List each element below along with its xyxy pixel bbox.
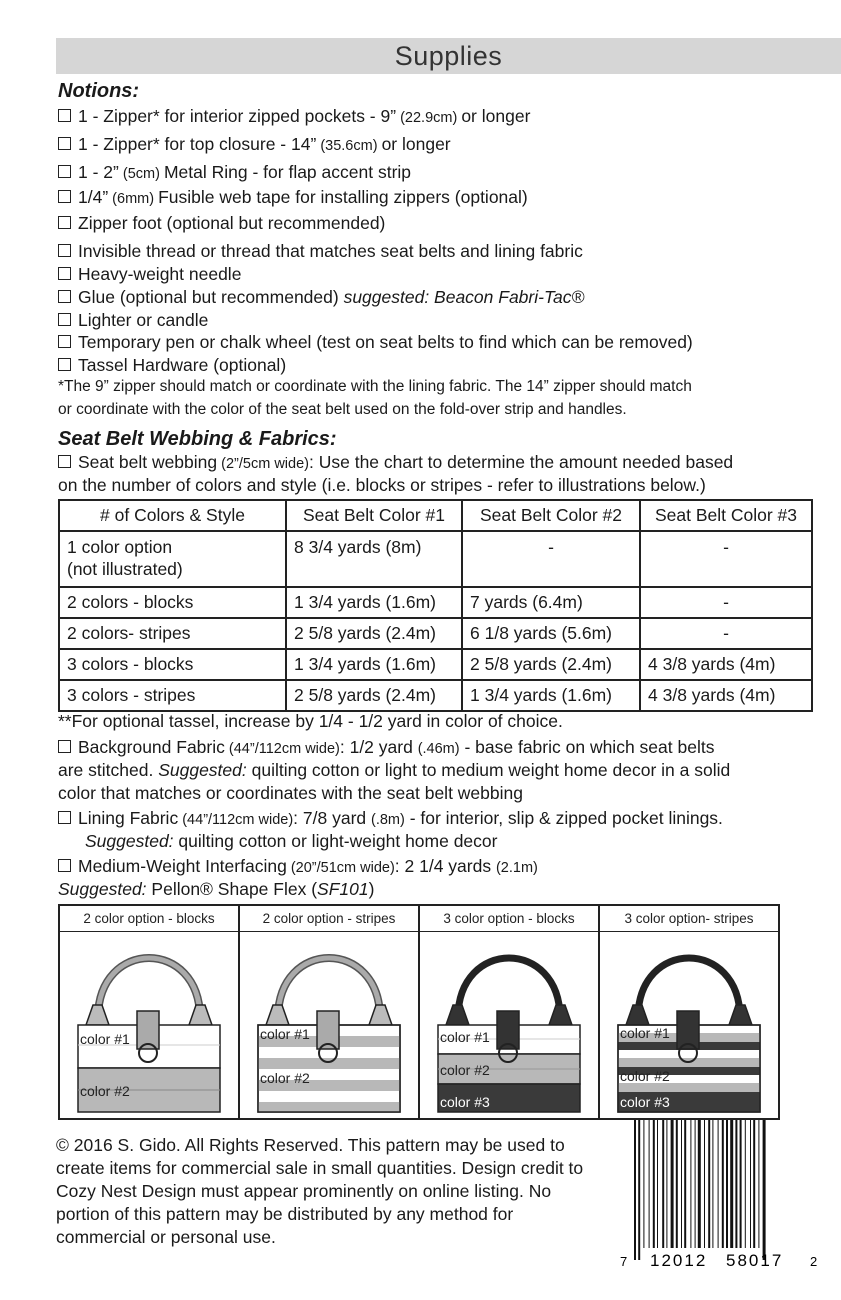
upc-barcode xyxy=(620,1120,820,1270)
seatbelt-heading: Seat Belt Webbing & Fabrics: xyxy=(58,428,337,450)
column-header: Seat Belt Color #1 xyxy=(286,500,462,531)
barcode-bar xyxy=(634,1120,636,1260)
checkbox[interactable] xyxy=(58,811,71,824)
barcode-digit: 7 xyxy=(620,1254,628,1269)
tote-bag-3-stripes-illustration xyxy=(600,933,778,1118)
interfacing-line1: Medium-Weight Interfacing (20”/51cm wide): 2 1/4 yards (2.1m) xyxy=(58,856,538,877)
barcode-bar xyxy=(740,1120,742,1248)
color-label: color #2 xyxy=(80,1083,130,1099)
notion-item: 1/4” (6mm) Fusible web tape for installing zippers (optional) xyxy=(58,187,528,208)
copyright-symbol: © xyxy=(56,1135,69,1155)
table-row xyxy=(59,649,812,680)
table-cell: 2 colors - blocks xyxy=(59,587,286,618)
table-cell: 2 5/8 yards (2.4m) xyxy=(462,649,640,680)
checkbox[interactable] xyxy=(58,267,71,280)
color-label: color #3 xyxy=(440,1094,490,1110)
column-header: Seat Belt Color #3 xyxy=(640,500,812,531)
color-label: color #1 xyxy=(260,1026,310,1042)
illustration-2-color-blocks xyxy=(60,906,240,1118)
barcode-bar xyxy=(712,1120,713,1248)
notion-item: Glue (optional but recommended) suggested: Beacon Fabri-Tac® xyxy=(58,287,584,308)
checkbox[interactable] xyxy=(58,109,71,122)
checkbox[interactable] xyxy=(58,740,71,753)
checkbox[interactable] xyxy=(58,859,71,872)
table-cell: 6 1/8 yards (5.6m) xyxy=(462,618,640,649)
table-cell: 1 3/4 yards (1.6m) xyxy=(286,587,462,618)
checkbox[interactable] xyxy=(58,244,71,257)
barcode-bar xyxy=(671,1120,674,1248)
table-cell: 1 color option (not illustrated) xyxy=(59,531,286,587)
table-cell: 1 3/4 yards (1.6m) xyxy=(462,680,640,711)
barcode-bar xyxy=(726,1120,728,1248)
barcode-bar xyxy=(745,1120,746,1248)
background-fabric-line2: are stitched. Suggested: quilting cotton or light to medium weight home decor in a solid xyxy=(58,760,731,780)
background-fabric-line1: Background Fabric (44”/112cm wide): 1/2 yard (.46m) - base fabric on which seat belts xyxy=(58,737,714,758)
table-cell: 1 3/4 yards (1.6m) xyxy=(286,649,462,680)
illustration-caption: 2 color option - blocks xyxy=(60,906,238,932)
table-row xyxy=(59,618,812,649)
notion-item: Invisible thread or thread that matches seat belts and lining fabric xyxy=(58,241,583,262)
illustration-caption: 3 color option- stripes xyxy=(600,906,778,932)
notion-item: Lighter or candle xyxy=(58,310,208,331)
illustration-3-color-blocks xyxy=(420,906,600,1118)
barcode-bar xyxy=(718,1120,719,1248)
barcode-bar xyxy=(657,1120,658,1248)
color-label: color #1 xyxy=(80,1031,130,1047)
barcode-bar xyxy=(735,1120,737,1248)
zipper-footnote-line2: or coordinate with the color of the seat belt used on the fold-over strip and handles. xyxy=(58,401,627,418)
barcode-bar xyxy=(753,1120,755,1248)
barcode-bar xyxy=(662,1120,664,1248)
table-cell: - xyxy=(640,587,812,618)
notion-item: Zipper foot (optional but recommended) xyxy=(58,213,385,234)
tote-bag-blocks-illustration xyxy=(60,933,238,1118)
notions-heading: Notions: xyxy=(58,80,140,102)
table-header-row xyxy=(59,500,812,531)
barcode-bars xyxy=(634,1120,766,1260)
illustration-3-color-stripes xyxy=(600,906,778,1118)
yardage-table xyxy=(58,499,813,712)
checkbox[interactable] xyxy=(58,335,71,348)
page-title: Supplies xyxy=(56,38,841,74)
table-cell: 4 3/8 yards (4m) xyxy=(640,649,812,680)
lining-fabric-line1: Lining Fabric (44”/112cm wide): 7/8 yard (.8m) - for interior, slip & zipped pocket linings. xyxy=(58,808,723,829)
barcode-bar xyxy=(653,1120,655,1248)
notion-item: 1 - Zipper* for interior zipped pockets - 9” (22.9cm) or longer xyxy=(58,106,530,127)
barcode-bar xyxy=(638,1120,640,1260)
illustration-caption: 3 color option - blocks xyxy=(420,906,598,932)
notion-item: Heavy-weight needle xyxy=(58,264,241,285)
barcode-bar xyxy=(695,1120,696,1248)
notion-item: 1 - Zipper* for top closure - 14” (35.6cm) or longer xyxy=(58,134,451,155)
color-label: color #1 xyxy=(620,1025,670,1041)
barcode-bar xyxy=(643,1120,644,1248)
checkbox[interactable] xyxy=(58,455,71,468)
checkbox[interactable] xyxy=(58,313,71,326)
barcode-bar xyxy=(649,1120,650,1248)
barcode-bar xyxy=(722,1120,724,1248)
table-cell: - xyxy=(640,531,812,587)
illustration-2-color-stripes xyxy=(240,906,420,1118)
color-label: color #1 xyxy=(440,1029,490,1045)
notion-item: 1 - 2” (5cm) Metal Ring - for flap accent strip xyxy=(58,162,411,183)
color-label: color #3 xyxy=(620,1094,670,1110)
barcode-bar xyxy=(684,1120,686,1248)
barcode-bar xyxy=(704,1120,705,1248)
notion-item: Temporary pen or chalk wheel (test on seat belts to find which can be removed) xyxy=(58,332,693,353)
checkbox[interactable] xyxy=(58,358,71,371)
barcode-bar xyxy=(730,1120,733,1248)
barcode-bar xyxy=(676,1120,678,1248)
table-cell: 2 5/8 yards (2.4m) xyxy=(286,618,462,649)
tote-bag-stripes-illustration xyxy=(240,933,418,1118)
table-cell: 2 colors- stripes xyxy=(59,618,286,649)
barcode-digit: 2 xyxy=(810,1254,818,1269)
color-label: color #2 xyxy=(620,1068,670,1084)
zipper-footnote-line1: *The 9” zipper should match or coordinate with the lining fabric. The 14” zipper should match xyxy=(58,378,692,395)
color-label: color #2 xyxy=(260,1070,310,1086)
barcode-bar xyxy=(708,1120,710,1248)
checkbox[interactable] xyxy=(58,137,71,150)
tassel-note: **For optional tassel, increase by 1/4 - 1/2 yard in color of choice. xyxy=(58,711,563,731)
barcode-bar xyxy=(698,1120,701,1248)
table-cell: 3 colors - blocks xyxy=(59,649,286,680)
color-label: color #2 xyxy=(440,1062,490,1078)
seatbelt-webbing-line1: Seat belt webbing (2”/5cm wide): Use the chart to determine the amount needed based xyxy=(58,452,733,473)
lining-fabric-line2: Suggested: quilting cotton or light-weight home decor xyxy=(85,831,498,851)
table-row xyxy=(59,587,812,618)
interfacing-line2: Suggested: Pellon® Shape Flex (SF101) xyxy=(58,879,375,899)
column-header: Seat Belt Color #2 xyxy=(462,500,640,531)
copyright-notice: © 2016 S. Gido. All Rights Reserved. This pattern may be used to create items for commercial sale in small quantities. Design credit to Cozy Nest Design must appear prominently on online listing. No portion of this pattern may be distributed by any method for commercial or personal use. xyxy=(56,1135,584,1247)
table-row xyxy=(59,531,812,587)
table-cell: 8 3/4 yards (8m) xyxy=(286,531,462,587)
notion-item: Tassel Hardware (optional) xyxy=(58,355,286,376)
barcode-bar xyxy=(763,1120,766,1260)
barcode-bar xyxy=(681,1120,682,1248)
seatbelt-webbing-line2: on the number of colors and style (i.e. blocks or stripes - refer to illustrations below.) xyxy=(58,475,706,495)
table-cell: 2 5/8 yards (2.4m) xyxy=(286,680,462,711)
table-cell: 3 colors - stripes xyxy=(59,680,286,711)
column-header: # of Colors & Style xyxy=(59,500,286,531)
tote-bag-3-blocks-illustration xyxy=(420,933,598,1118)
bag-illustrations xyxy=(58,904,780,1120)
table-cell: - xyxy=(640,618,812,649)
barcode-digits: 12012 xyxy=(650,1251,708,1270)
illustration-caption: 2 color option - stripes xyxy=(240,906,418,932)
table-row xyxy=(59,680,812,711)
checkbox[interactable] xyxy=(58,165,71,178)
barcode-bar xyxy=(690,1120,691,1248)
checkbox[interactable] xyxy=(58,290,71,303)
table-cell: 7 yards (6.4m) xyxy=(462,587,640,618)
table-cell: 4 3/8 yards (4m) xyxy=(640,680,812,711)
barcode-digits: 58017 xyxy=(726,1251,784,1270)
barcode-bar xyxy=(758,1120,759,1248)
checkbox[interactable] xyxy=(58,190,71,203)
table-cell: - xyxy=(462,531,640,587)
barcode-bar xyxy=(666,1120,667,1248)
checkbox[interactable] xyxy=(58,216,71,229)
background-fabric-line3: color that matches or coordinates with the seat belt webbing xyxy=(58,783,523,803)
barcode-bar xyxy=(750,1120,751,1248)
